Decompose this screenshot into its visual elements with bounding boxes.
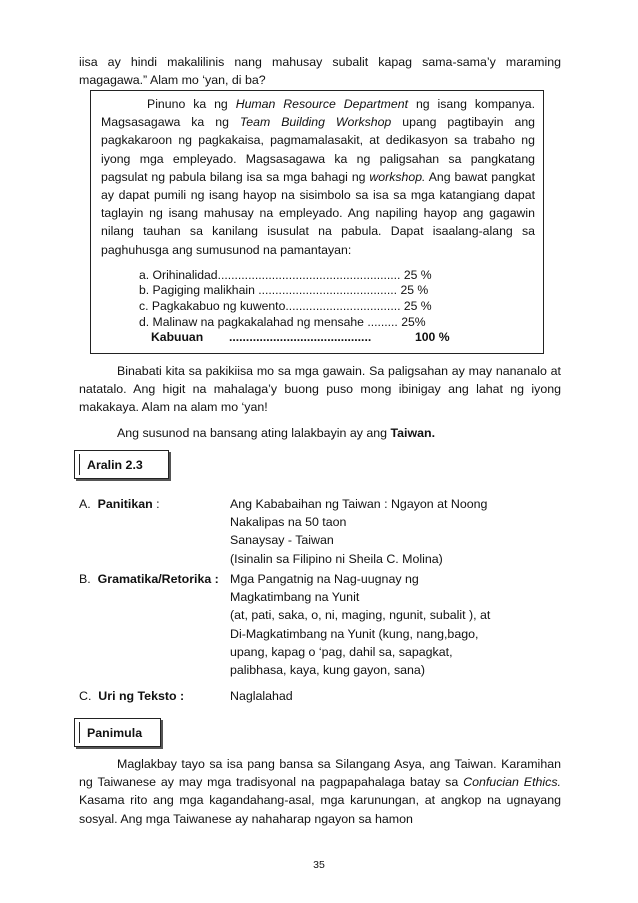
criteria-item: a. Orihinalidad...................................................... 25 % bbox=[139, 267, 432, 282]
panimula-em: Confucian Ethics. bbox=[463, 775, 561, 790]
gramatika-line: palibhasa, kaya, kung gayon, sana) bbox=[230, 663, 425, 678]
panitikan-colon: : bbox=[152, 497, 160, 511]
uri-title: Uri ng Teksto : bbox=[98, 689, 185, 703]
gramatika-title: Gramatika/Retorika : bbox=[97, 572, 219, 586]
next-country-name: Taiwan. bbox=[390, 426, 436, 440]
task-text-2: ng isang kompanya. Magsasagawa ka ng bbox=[101, 97, 535, 130]
uri-line: Naglalahad bbox=[230, 689, 293, 703]
gramatika-line: upang, kapag o ‘pag, dahil sa, sapagkat, bbox=[230, 644, 453, 659]
panimula-paragraph bbox=[79, 755, 561, 828]
task-text-3: upang pagtibayin ang pagkakaroon ng pagkakaisa, pagmamalasakit, at dedikasyon sa trabaho ng iyong mga empleyado. Magsasagawa ka ng paligsahan sa pangkatang pagsulat ng pabula bilang isa sa mga bahagi ng bbox=[101, 115, 535, 184]
closing-paragraph bbox=[79, 362, 561, 417]
task-description bbox=[101, 95, 535, 259]
gramatika-value bbox=[230, 570, 560, 679]
next-country-paragraph bbox=[79, 424, 561, 442]
total-dots: .......................................... bbox=[229, 330, 372, 345]
intro-text: iisa ay hindi makalilinis nang mahusay subalit kapag sama-sama’y maraming magagawa.” Alam mo ‘yan, di ba? bbox=[79, 55, 561, 88]
panitikan-label bbox=[79, 495, 160, 513]
task-em-workshop: Team Building Workshop bbox=[239, 115, 392, 130]
uri-value bbox=[230, 687, 560, 705]
panitikan-title: Panitikan bbox=[97, 497, 153, 511]
closing-text: Binabati kita sa pakikiisa mo sa mga gawain. Sa paligsahan ay may nananalo at natatalo. Ang higit na mahalaga’y buong puso mong ibinigay ang lahat ng iyong makakaya. Alam na alam mo ‘yan! bbox=[79, 364, 561, 415]
panitikan-line: Ang Kababaihan ng Taiwan : Ngayon at Noong bbox=[230, 497, 488, 511]
panimula-label: Panimula bbox=[87, 726, 143, 740]
task-box bbox=[90, 90, 544, 354]
criteria-item: c. Pagkakabuo ng kuwento.................................. 25 % bbox=[139, 299, 432, 314]
task-text-4: Ang bawat pangkat ay dapat pumili ng isang hayop na sisimbolo sa isa sa mga katangiang dapat taglayin ng isang mahusay na empleyado. Ang napiling hayop ang gagawin nilang tauhan sa kanilang isusulat na pabula. Dapat isaalang-alang sa paghuhusga ang sumusunod na pamantayan: bbox=[101, 169, 535, 257]
gramatika-letter: B. bbox=[79, 572, 91, 586]
panitikan-letter: A. bbox=[79, 497, 91, 511]
criteria-list bbox=[139, 268, 535, 346]
criteria-total bbox=[139, 330, 535, 346]
aralin-tag bbox=[74, 450, 169, 479]
gramatika-line: (at, pati, saka, o, ni, maging, ngunit, subalit ), at bbox=[230, 608, 491, 623]
section-gramatika bbox=[79, 570, 561, 680]
panimula-text-1: Maglakbay tayo sa isa pang bansa sa Silangang Asya, ang Taiwan. Karamihan ng Taiwanese ay may mga tradisyonal na pagpapahalaga batay sa bbox=[79, 757, 561, 790]
section-uri bbox=[79, 687, 561, 707]
task-em-workshop-2: workshop. bbox=[369, 169, 426, 184]
panimula-tag bbox=[74, 718, 161, 747]
panimula-text-2: Kasama rito ang mga kagandahang-asal, mga karunungan, at angkop na ugnayang sosyal. Ang mga Taiwanese ay nahaharap ngayon sa hamon bbox=[79, 793, 561, 826]
section-panitikan bbox=[79, 495, 561, 569]
task-em-hr: Human Resource Department bbox=[235, 97, 409, 111]
uri-label bbox=[79, 687, 184, 705]
criteria-item: d. Malinaw na pagkakalahad ng mensahe ......... 25% bbox=[139, 314, 426, 329]
intro-paragraph bbox=[79, 53, 561, 89]
panitikan-line: Sanaysay - Taiwan bbox=[230, 533, 334, 548]
gramatika-line: Magkatimbang na Yunit bbox=[230, 590, 360, 605]
task-text-1: Pinuno ka ng bbox=[147, 97, 236, 111]
panitikan-line: Nakalipas na 50 taon bbox=[230, 515, 347, 530]
criteria-item: b. Pagiging malikhain ......................................... 25 % bbox=[139, 283, 429, 298]
next-country-text: Ang susunod na bansang ating lalakbayin ay ang bbox=[117, 426, 391, 440]
total-label: Kabuuan bbox=[151, 330, 204, 345]
gramatika-line: Mga Pangatnig na Nag-uugnay ng bbox=[230, 572, 419, 586]
uri-letter: C. bbox=[79, 689, 92, 703]
page-number: 35 bbox=[313, 859, 325, 871]
total-value: 100 % bbox=[415, 330, 450, 345]
gramatika-label bbox=[79, 570, 219, 588]
panitikan-value bbox=[230, 495, 560, 568]
gramatika-line: Di-Magkatimbang na Yunit (kung, nang,bago, bbox=[230, 626, 479, 641]
panitikan-line: (Isinalin sa Filipino ni Sheila C. Molina) bbox=[230, 551, 443, 566]
aralin-label: Aralin 2.3 bbox=[87, 458, 143, 472]
